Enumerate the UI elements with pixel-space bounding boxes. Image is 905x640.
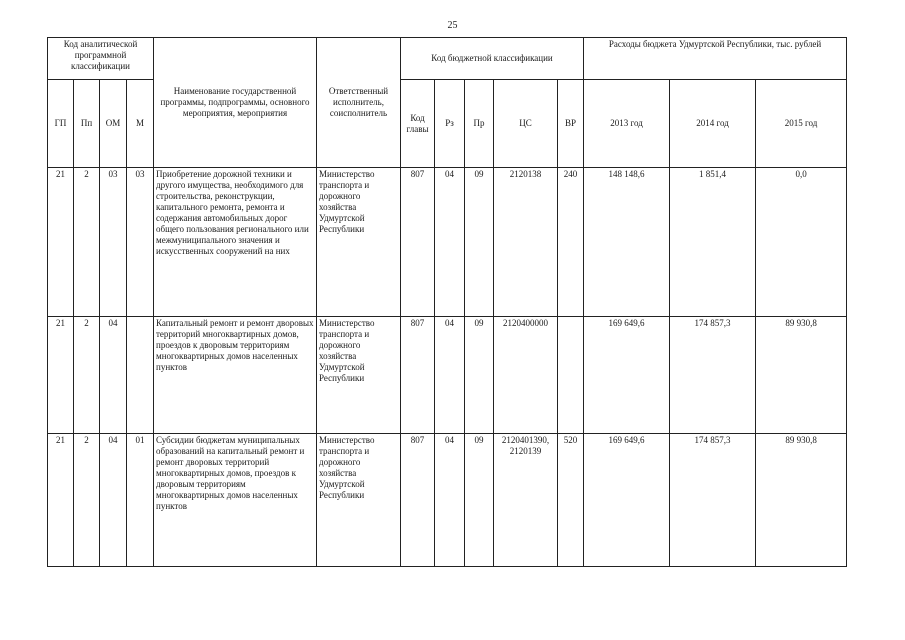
header-responsible: Ответственный исполнитель, соисполнитель [317,38,401,168]
page-number: 25 [447,20,458,31]
cell-responsible: Министерство транспорта и дорожного хозяйства Удмуртской Республики [317,434,401,567]
cell-om: 04 [100,317,127,434]
cell-cs: 2120400000 [494,317,558,434]
cell-kod-glavy: 807 [401,434,435,567]
header-row-top [48,38,847,80]
cell-2014: 1 851,4 [670,168,756,317]
cell-pp: 2 [74,168,100,317]
cell-kod-glavy: 807 [401,317,435,434]
cell-2014: 174 857,3 [670,317,756,434]
cell-2014: 174 857,3 [670,434,756,567]
header-pp: Пп [74,80,100,168]
cell-pp: 2 [74,317,100,434]
header-m: М [127,80,154,168]
cell-m: 01 [127,434,154,567]
cell-rz: 04 [435,317,465,434]
table-row [48,317,847,434]
header-2014: 2014 год [670,80,756,168]
cell-pr: 09 [465,168,494,317]
cell-rz: 04 [435,434,465,567]
cell-rz: 04 [435,168,465,317]
header-cs: ЦС [494,80,558,168]
cell-2013: 169 649,6 [584,434,670,567]
header-kod-glavy: Код главы [401,80,435,168]
cell-2013: 148 148,6 [584,168,670,317]
table-row [48,434,847,567]
header-analytic-code: Код аналитической программной классификации [48,38,154,80]
cell-vr: 520 [558,434,584,567]
cell-pr: 09 [465,317,494,434]
header-gp: ГП [48,80,74,168]
cell-m [127,317,154,434]
cell-m: 03 [127,168,154,317]
cell-om: 04 [100,434,127,567]
cell-pp: 2 [74,434,100,567]
header-budget-code: Код бюджетной классификации [401,38,584,80]
header-2013: 2013 год [584,80,670,168]
cell-name: Приобретение дорожной техники и другого имущества, необходимого для строительства, реконструкции, капитального ремонта, ремонта и содержания автомобильных дорог общего пользования регионального или межмуниципального значения и искусственных сооружений на них [154,168,317,317]
cell-cs: 2120138 [494,168,558,317]
budget-table [47,37,847,567]
cell-name: Субсидии бюджетам муниципальных образований на капитальный ремонт и ремонт дворовых территорий многоквартирных домов, проездов к дворовым территориям многоквартирных домов населенных пунктов [154,434,317,567]
header-pr: Пр [465,80,494,168]
cell-2015: 89 930,8 [756,434,847,567]
cell-responsible: Министерство транспорта и дорожного хозяйства Удмуртской Республики [317,317,401,434]
cell-vr: 240 [558,168,584,317]
cell-gp: 21 [48,168,74,317]
cell-2013: 169 649,6 [584,317,670,434]
cell-kod-glavy: 807 [401,168,435,317]
header-vr: ВР [558,80,584,168]
cell-gp: 21 [48,317,74,434]
header-rz: Рз [435,80,465,168]
cell-name: Капитальный ремонт и ремонт дворовых территорий многоквартирных домов, проездов к дворовым территориям многоквартирных домов населенных пунктов [154,317,317,434]
cell-gp: 21 [48,434,74,567]
cell-responsible: Министерство транспорта и дорожного хозяйства Удмуртской Республики [317,168,401,317]
cell-pr: 09 [465,434,494,567]
cell-2015: 0,0 [756,168,847,317]
cell-2015: 89 930,8 [756,317,847,434]
header-om: ОМ [100,80,127,168]
header-name: Наименование государственной программы, подпрограммы, основного мероприятия, мероприятия [154,38,317,168]
table-row [48,168,847,317]
cell-om: 03 [100,168,127,317]
header-expenses: Расходы бюджета Удмуртской Республики, тыс. рублей [584,38,847,80]
cell-vr [558,317,584,434]
cell-cs: 2120401390, 2120139 [494,434,558,567]
header-2015: 2015 год [756,80,847,168]
